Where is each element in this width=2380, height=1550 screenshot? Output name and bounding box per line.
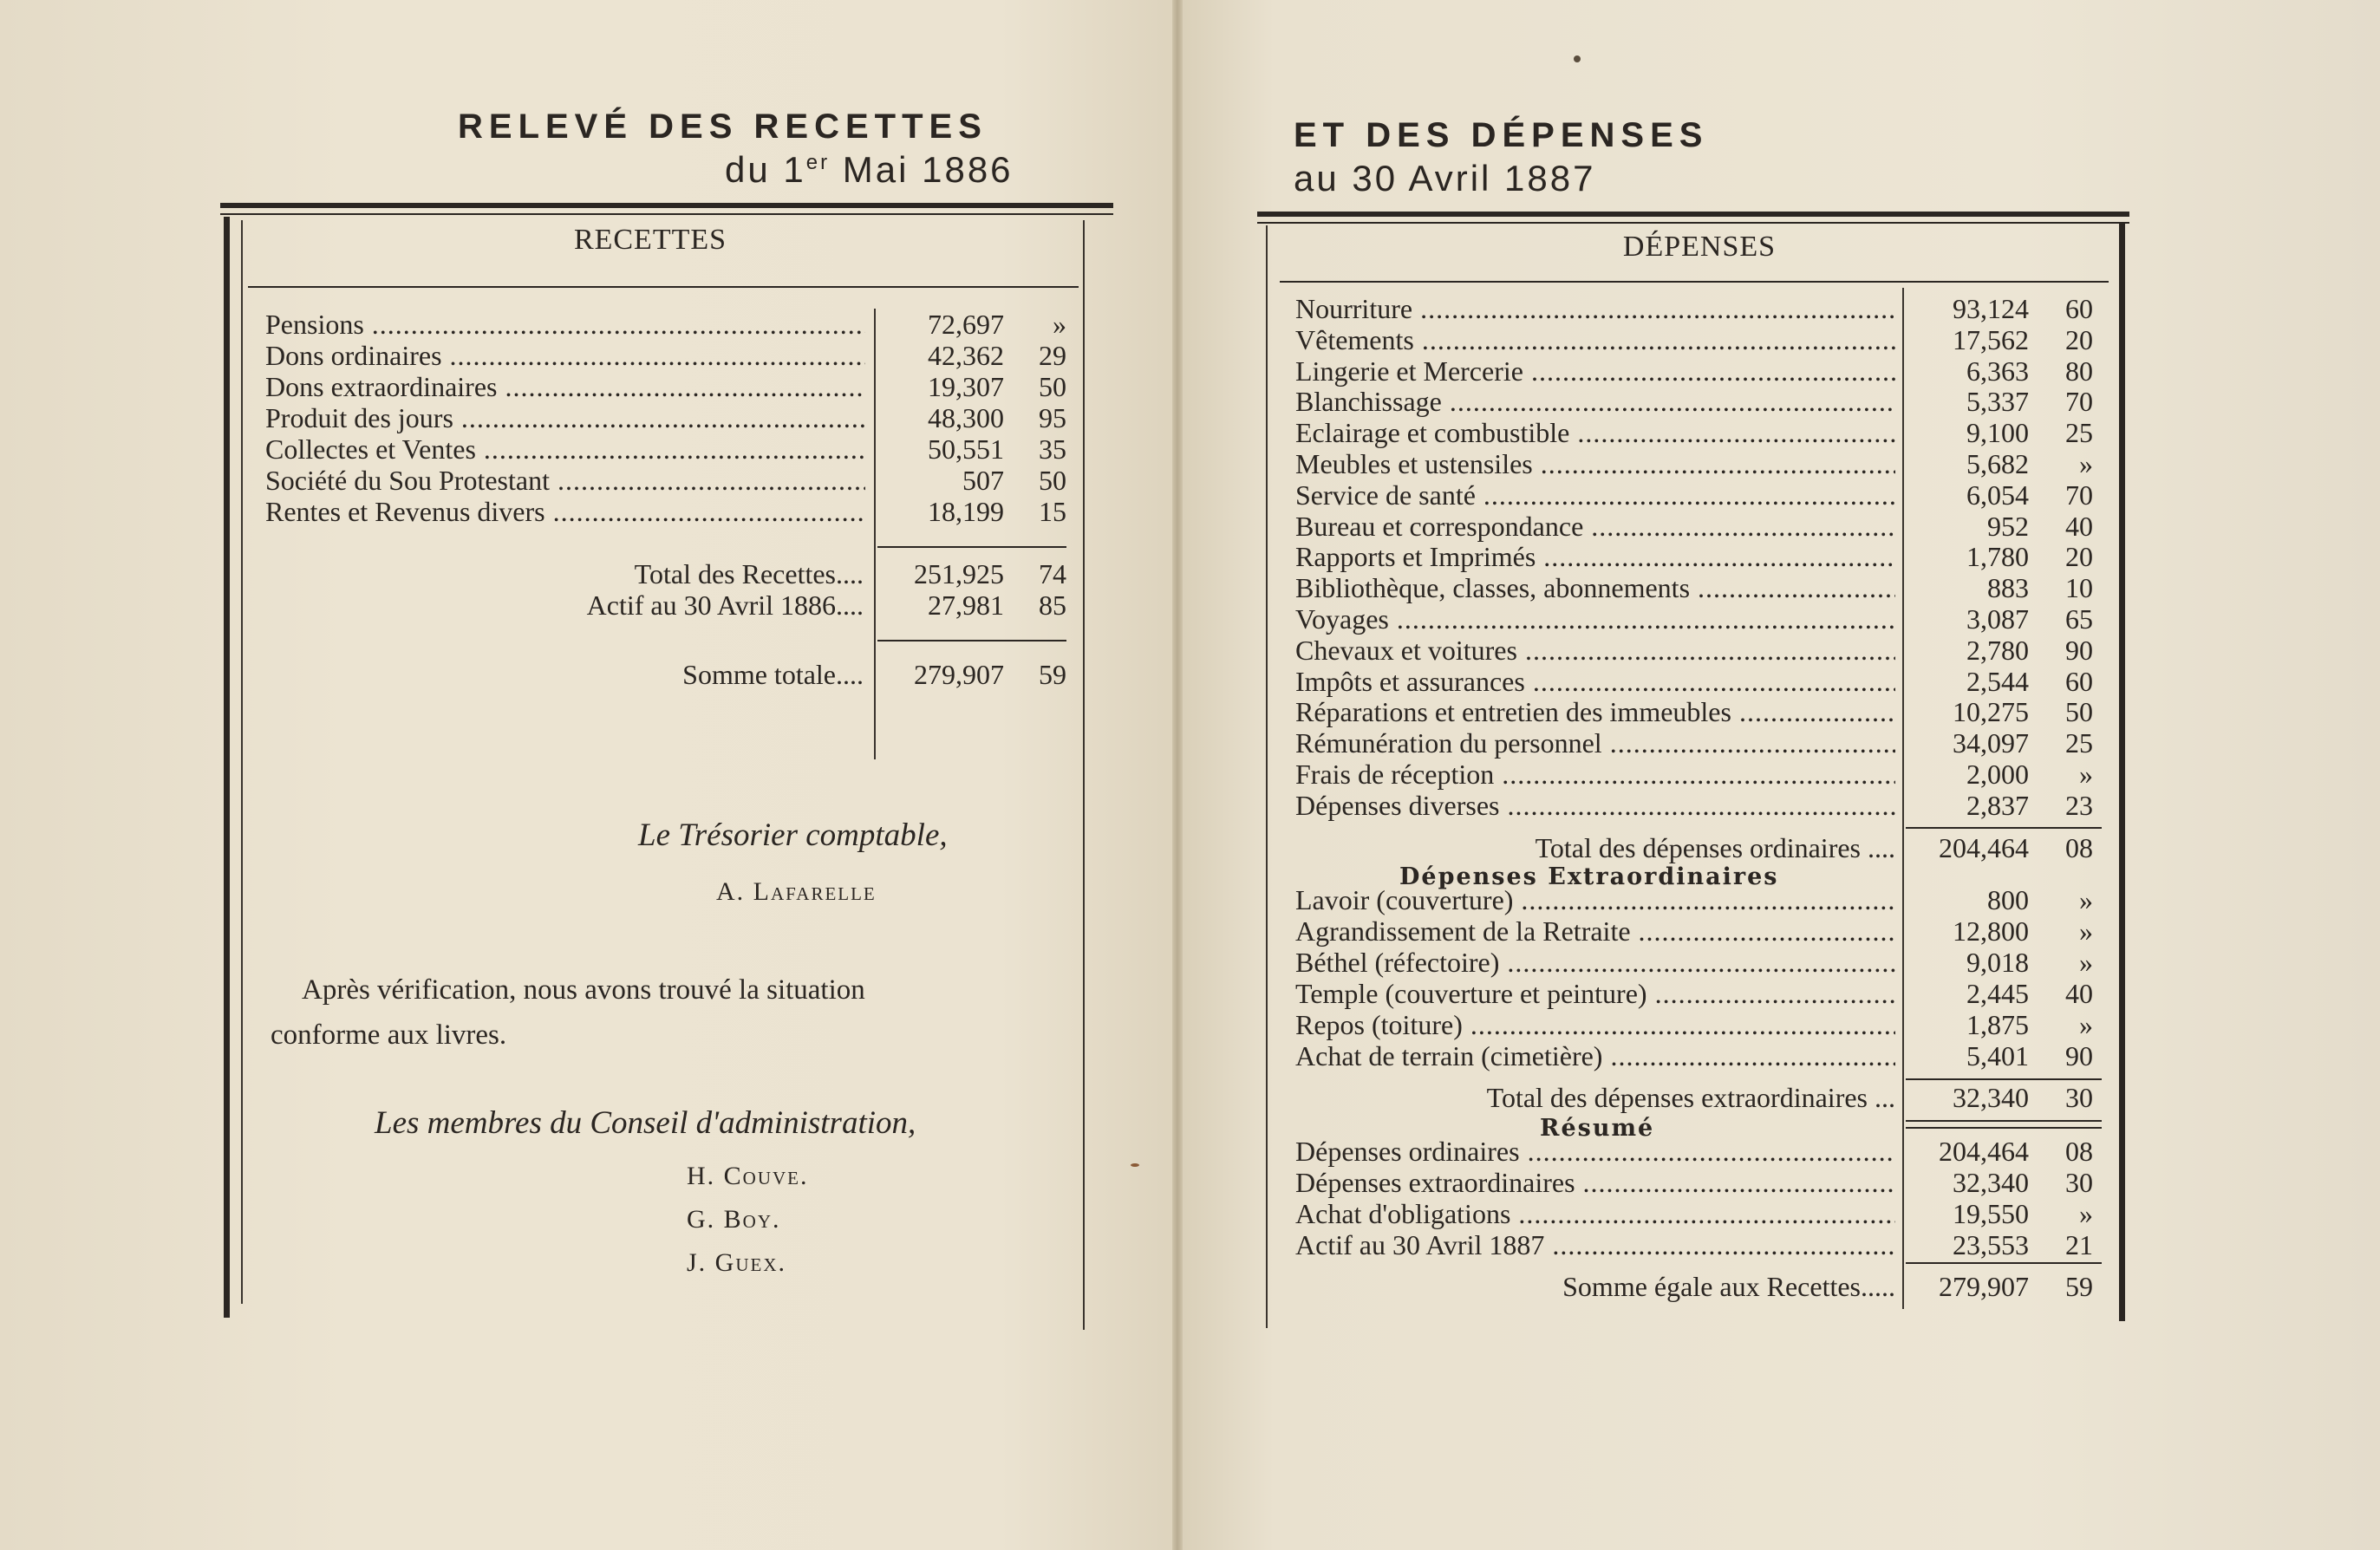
ordinary-expense-row [1295, 386, 2093, 417]
extra-expense-amount: 9,018 [1966, 947, 2029, 978]
ordinary-expense-cents: 80 [2065, 355, 2093, 387]
ordinary-expense-cents: 60 [2065, 293, 2093, 324]
somme-totale-row [260, 659, 1066, 690]
right-right-border [2119, 222, 2125, 1321]
summary-amount: 23,553 [1953, 1229, 2029, 1260]
extra-total-rule [1906, 1078, 2102, 1080]
ordinary-expense-amount: 6,054 [1966, 479, 2029, 511]
summary-cents: » [2079, 1198, 2093, 1229]
summary-label: Achat d'obligations ..... [1295, 1198, 1895, 1230]
ordinary-expense-row [1295, 417, 2093, 448]
summary-row [1295, 1167, 2093, 1198]
actif-cents: 85 [1039, 589, 1066, 621]
verification-line-1: Après vérification, nous avons trouvé la situation [302, 974, 865, 1006]
extra-expense-row [1295, 947, 2093, 978]
extra-expense-row [1295, 978, 2093, 1009]
actif-label: Actif au 30 Avril 1886.... [586, 589, 864, 621]
left-subtitle: du 1er Mai 1886 [725, 149, 1014, 190]
council-member-3: J. Guex. [687, 1248, 786, 1277]
ordinary-expense-label: Dépenses diverses ..... [1295, 790, 1895, 822]
ordinary-expense-cents: 65 [2065, 603, 2093, 635]
ordinary-expense-amount: 2,837 [1966, 789, 2029, 821]
recette-cents: 15 [1039, 496, 1066, 527]
ordinary-expense-amount: 34,097 [1953, 727, 2029, 759]
ordinary-expense-cents: 10 [2065, 572, 2093, 604]
extra-expense-cents: 90 [2065, 1040, 2093, 1071]
summary-heading: Résumé [1540, 1115, 1655, 1142]
ordinary-total-label: Total des dépenses ordinaires .... [1535, 832, 1895, 863]
ordinary-expense-amount: 883 [1987, 572, 2029, 604]
ordinary-expense-label: Lingerie et Mercerie ..... [1295, 355, 1895, 388]
right-left-border [1266, 225, 1268, 1328]
recette-label: Dons extraordinaires ..... [265, 371, 865, 403]
recette-label: Rentes et Revenus divers ..... [265, 496, 865, 528]
ink-spot [1131, 1163, 1139, 1167]
extra-expense-row [1295, 915, 2093, 947]
treasurer-title: Le Trésorier comptable, [638, 817, 948, 853]
extra-expense-label: Achat de terrain (cimetière) ..... [1295, 1040, 1895, 1072]
extra-expense-row [1295, 884, 2093, 915]
ordinary-expense-row [1295, 324, 2093, 355]
recette-row [265, 371, 1066, 402]
summary-row [1295, 1229, 2093, 1260]
ordinary-expense-cents: 20 [2065, 323, 2093, 355]
recette-label: Collectes et Ventes ..... [265, 433, 865, 466]
total-recettes-row [260, 558, 1066, 589]
ordinary-expense-row [1295, 479, 2093, 511]
extra-expense-label: Repos (toiture) ..... [1295, 1009, 1895, 1041]
total-amount: 251,925 [914, 558, 1004, 589]
grand-total-rule [1906, 1262, 2102, 1264]
right-top-rule [1257, 212, 2129, 217]
ordinary-expense-cents: 25 [2065, 727, 2093, 759]
ordinary-expense-label: Frais de réception ..... [1295, 759, 1895, 791]
ordinary-expense-amount: 2,544 [1966, 665, 2029, 697]
ordinary-expense-amount: 2,000 [1966, 759, 2029, 790]
ordinary-expense-cents: 90 [2065, 634, 2093, 666]
left-border [224, 217, 230, 1318]
treasurer-name: A. Lafarelle [716, 877, 877, 906]
left-right-border [1083, 220, 1085, 1330]
extra-expense-label: Agrandissement de la Retraite ..... [1295, 915, 1895, 948]
recette-label: Société du Sou Protestant ..... [265, 465, 865, 497]
ordinary-expense-row [1295, 727, 2093, 759]
ordinary-expense-amount: 10,275 [1953, 696, 2029, 728]
extra-expense-label: Lavoir (couverture) ..... [1295, 884, 1895, 916]
total-rule [877, 640, 1066, 641]
extra-total-amount: 32,340 [1953, 1082, 2029, 1113]
summary-cents: 21 [2065, 1229, 2093, 1260]
summary-amount: 204,464 [1939, 1136, 2029, 1167]
ordinary-expense-cents: 70 [2065, 479, 2093, 511]
recette-cents: 50 [1039, 465, 1066, 496]
ordinary-expense-label: Chevaux et voitures ..... [1295, 635, 1895, 667]
recette-row [265, 433, 1066, 465]
summary-cents: 30 [2065, 1167, 2093, 1198]
summary-cents: 08 [2065, 1136, 2093, 1167]
extra-expense-cents: » [2079, 1009, 2093, 1040]
summary-amount: 19,550 [1953, 1198, 2029, 1229]
extra-expense-cents: 40 [2065, 978, 2093, 1009]
ordinary-expense-amount: 952 [1987, 510, 2029, 542]
council-member-1: H. Couve. [687, 1162, 809, 1190]
ink-spot [1574, 55, 1581, 62]
ordinary-expense-amount: 5,337 [1966, 386, 2029, 418]
ordinary-expense-amount: 5,682 [1966, 448, 2029, 479]
actif-amount: 27,981 [928, 589, 1004, 621]
summary-row [1295, 1136, 2093, 1167]
summary-label: Actif au 30 Avril 1887 ..... [1295, 1229, 1895, 1261]
actif-row [260, 589, 1066, 621]
ordinary-expense-amount: 93,124 [1953, 293, 2029, 324]
extra-expense-row [1295, 1009, 2093, 1040]
ordinary-expense-label: Service de santé ..... [1295, 479, 1895, 511]
ordinary-total-row [1295, 832, 2093, 863]
ordinary-expense-label: Bibliothèque, classes, abonnements ..... [1295, 572, 1895, 604]
right-column-header: DÉPENSES [1622, 231, 1777, 263]
right-header-rule [1280, 281, 2109, 283]
left-top-rule [220, 203, 1113, 208]
ordinary-expense-row [1295, 541, 2093, 572]
ordinary-expense-label: Nourriture ..... [1295, 293, 1895, 325]
recette-label: Dons ordinaires ..... [265, 340, 865, 372]
ordinary-expense-cents: 25 [2065, 417, 2093, 449]
ordinary-expense-cents: 70 [2065, 386, 2093, 418]
recette-amount: 18,199 [928, 496, 1004, 527]
ordinary-expense-cents: 20 [2065, 541, 2093, 573]
left-top-rule-thin [220, 213, 1113, 215]
recette-row [265, 340, 1066, 371]
ordinary-expense-label: Meubles et ustensiles ..... [1295, 448, 1895, 480]
extra-expense-label: Béthel (réfectoire) ..... [1295, 947, 1895, 979]
ordinary-expense-amount: 17,562 [1953, 323, 2029, 355]
ordinary-expense-cents: » [2079, 759, 2093, 790]
ordinary-expense-label: Rapports et Imprimés ..... [1295, 541, 1895, 573]
grand-total-amount: 279,907 [1939, 1271, 2029, 1302]
summary-label: Dépenses ordinaires ..... [1295, 1136, 1895, 1168]
ordinary-expense-label: Voyages ..... [1295, 603, 1895, 635]
ordinary-expense-row [1295, 603, 2093, 635]
total-cents: 74 [1039, 558, 1066, 589]
extra-expense-cents: » [2079, 947, 2093, 978]
extra-expense-row [1295, 1040, 2093, 1071]
extra-total-label: Total des dépenses extraordinaires ... [1486, 1082, 1895, 1113]
summary-rule-b [1906, 1127, 2102, 1129]
ordinary-expense-row [1295, 759, 2093, 790]
ordinary-expense-row [1295, 635, 2093, 666]
extra-expense-amount: 2,445 [1966, 978, 2029, 1009]
grand-total-row [1295, 1271, 2093, 1302]
right-title: ET DES DÉPENSES [1294, 116, 1709, 154]
ordinary-expense-cents: 60 [2065, 665, 2093, 697]
council-member-2: G. Boy. [687, 1205, 781, 1234]
recette-cents: » [1053, 309, 1066, 340]
ordinary-expense-label: Réparations et entretien des immeubles ..... [1295, 696, 1895, 728]
left-header-rule [248, 286, 1079, 288]
recette-amount: 507 [962, 465, 1004, 496]
somme-amount: 279,907 [914, 659, 1004, 690]
extra-expense-cents: » [2079, 915, 2093, 947]
ordinary-expense-cents: 40 [2065, 510, 2093, 542]
left-border-inner [241, 220, 243, 1304]
left-title: RELEVÉ DES RECETTES [458, 107, 988, 146]
recette-row [265, 496, 1066, 527]
extra-expense-amount: 12,800 [1953, 915, 2029, 947]
recette-amount: 50,551 [928, 433, 1004, 465]
ordinary-expense-label: Rémunération du personnel ..... [1295, 727, 1895, 759]
summary-label: Dépenses extraordinaires ..... [1295, 1167, 1895, 1199]
extra-expense-label: Temple (couverture et peinture) ..... [1295, 978, 1895, 1010]
ordinary-expense-row [1295, 511, 2093, 542]
extra-expense-amount: 800 [1987, 884, 2029, 915]
ordinary-expense-label: Impôts et assurances ..... [1295, 666, 1895, 698]
ordinary-expense-amount: 9,100 [1966, 417, 2029, 449]
ordinary-expense-amount: 2,780 [1966, 634, 2029, 666]
somme-label: Somme totale.... [682, 659, 864, 690]
extra-expense-amount: 5,401 [1966, 1040, 2029, 1071]
ordinary-expense-amount: 1,780 [1966, 541, 2029, 573]
recette-label: Pensions ..... [265, 309, 865, 341]
verification-line-2: conforme aux livres. [271, 1019, 507, 1051]
ordinary-expense-amount: 6,363 [1966, 355, 2029, 387]
recette-cents: 50 [1039, 371, 1066, 402]
ordinary-total-cents: 08 [2065, 832, 2093, 863]
recette-amount: 72,697 [928, 309, 1004, 340]
ordinary-expense-cents: 23 [2065, 789, 2093, 821]
summary-rule-a [1906, 1120, 2102, 1122]
ordinary-expense-row [1295, 355, 2093, 387]
recette-row [265, 465, 1066, 496]
grand-total-cents: 59 [2065, 1271, 2093, 1302]
extra-total-row [1295, 1082, 2093, 1113]
extra-expense-cents: » [2079, 884, 2093, 915]
ordinary-expense-label: Eclairage et combustible ..... [1295, 417, 1895, 449]
recette-label: Produit des jours ..... [265, 402, 865, 434]
council-title: Les membres du Conseil d'administration, [375, 1105, 916, 1141]
recette-row [265, 402, 1066, 433]
recette-cents: 29 [1039, 340, 1066, 371]
right-top-rule-thin [1257, 222, 2129, 224]
extra-expense-amount: 1,875 [1966, 1009, 2029, 1040]
summary-row [1295, 1198, 2093, 1229]
ordinary-expense-label: Blanchissage ..... [1295, 386, 1895, 418]
ordinary-expense-label: Bureau et correspondance ..... [1295, 511, 1895, 543]
ordinary-expense-cents: 50 [2065, 696, 2093, 728]
subtotal-rule [877, 546, 1066, 548]
extra-heading: Dépenses Extraordinaires [1399, 863, 1779, 890]
ordinary-total-rule [1906, 827, 2102, 829]
ordinary-expense-amount: 3,087 [1966, 603, 2029, 635]
recette-cents: 95 [1039, 402, 1066, 433]
ordinary-expense-cents: » [2079, 448, 2093, 479]
somme-cents: 59 [1039, 659, 1066, 690]
total-label: Total des Recettes.... [634, 558, 864, 589]
left-column-header: RECETTES [573, 224, 727, 256]
ordinary-expense-row [1295, 448, 2093, 479]
summary-amount: 32,340 [1953, 1167, 2029, 1198]
ordinary-expense-row [1295, 696, 2093, 727]
ordinary-expense-label: Vêtements ..... [1295, 324, 1895, 356]
recette-amount: 48,300 [928, 402, 1004, 433]
recette-cents: 35 [1039, 433, 1066, 465]
right-subtitle: au 30 Avril 1887 [1294, 158, 1596, 199]
grand-total-label: Somme égale aux Recettes..... [1562, 1271, 1895, 1302]
ordinary-total-amount: 204,464 [1939, 832, 2029, 863]
ordinary-expense-row [1295, 293, 2093, 324]
ordinary-expense-row [1295, 790, 2093, 821]
recette-amount: 19,307 [928, 371, 1004, 402]
recette-amount: 42,362 [928, 340, 1004, 371]
ordinary-expense-row [1295, 572, 2093, 603]
ordinary-expense-row [1295, 666, 2093, 697]
recette-row [265, 309, 1066, 340]
book-fold [1172, 0, 1183, 1550]
extra-total-cents: 30 [2065, 1082, 2093, 1113]
